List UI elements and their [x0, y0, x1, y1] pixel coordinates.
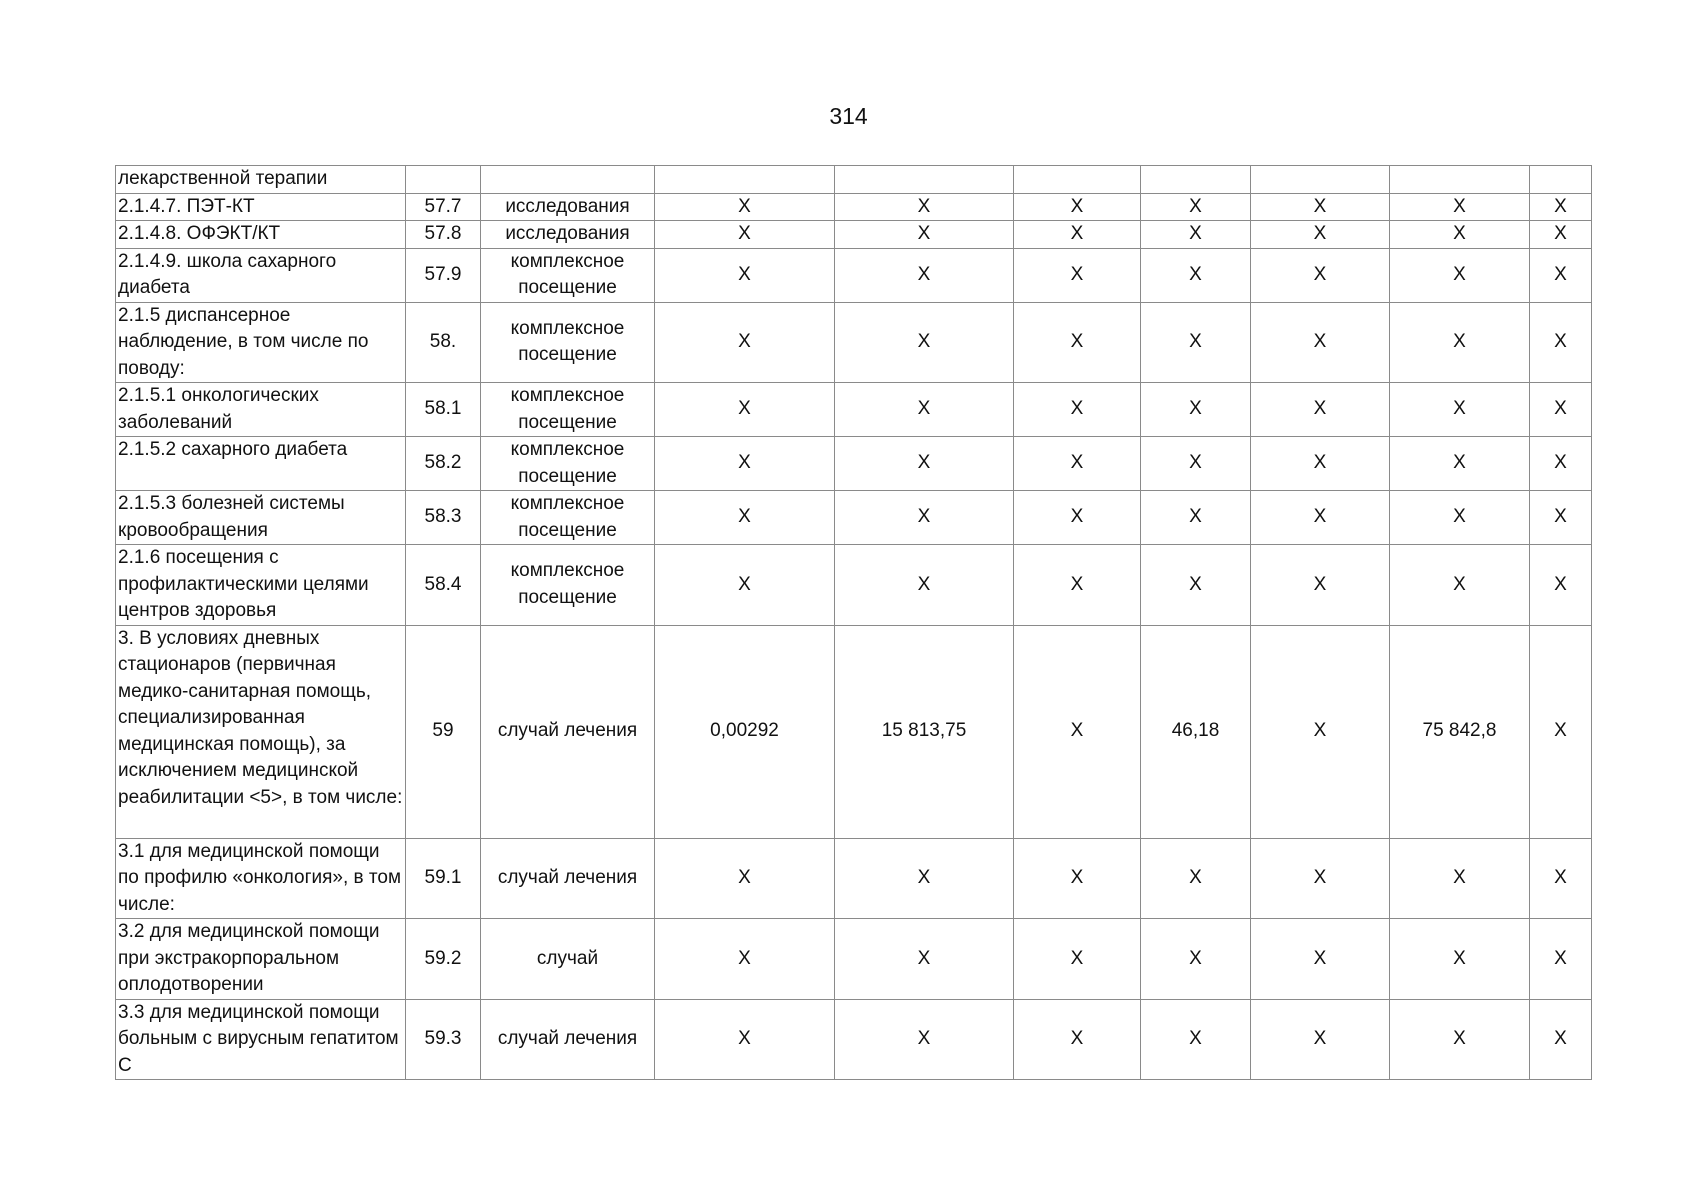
row-value-cell: X: [1251, 437, 1390, 491]
row-unit-cell: случай лечения: [481, 625, 655, 838]
row-value-cell: X: [1251, 383, 1390, 437]
row-code-cell: 57.8: [406, 221, 481, 249]
row-name-cell: 3.2 для медицинской помощи при экстракорпоральном оплодотворении: [116, 919, 406, 1000]
row-name-cell: 2.1.5.2 сахарного диабета: [116, 437, 406, 491]
row-value-cell: [1014, 166, 1141, 194]
row-unit-cell: исследования: [481, 221, 655, 249]
row-value-cell: X: [655, 383, 835, 437]
row-value-cell: X: [835, 919, 1014, 1000]
row-value-cell: X: [1141, 437, 1251, 491]
row-code-cell: 58.4: [406, 545, 481, 626]
row-value-cell: X: [1014, 437, 1141, 491]
table-row: [116, 248, 1592, 302]
row-value-cell: X: [1390, 919, 1530, 1000]
row-value-cell: X: [655, 999, 835, 1080]
row-code-cell: 57.9: [406, 248, 481, 302]
row-value-cell: X: [1390, 545, 1530, 626]
table-row: [116, 437, 1592, 491]
row-value-cell: X: [655, 838, 835, 919]
table-body: [116, 166, 1592, 1080]
row-unit-cell: исследования: [481, 193, 655, 221]
row-value-cell: X: [655, 302, 835, 383]
row-value-cell: X: [1141, 545, 1251, 626]
row-value-cell: X: [835, 999, 1014, 1080]
row-value-cell: X: [1014, 838, 1141, 919]
row-name-cell: 3.3 для медицинской помощи больным с вирусным гепатитом С: [116, 999, 406, 1080]
row-value-cell: X: [1251, 545, 1390, 626]
row-value-cell: [655, 166, 835, 194]
row-name-cell: 2.1.4.7. ПЭТ-КТ: [116, 193, 406, 221]
row-value-cell: X: [1014, 625, 1141, 838]
row-value-cell: X: [1530, 919, 1592, 1000]
row-value-cell: X: [1530, 221, 1592, 249]
row-value-cell: X: [1141, 193, 1251, 221]
row-value-cell: X: [1014, 383, 1141, 437]
row-name-cell: 2.1.5.3 болезней системы кровообращения: [116, 491, 406, 545]
row-value-cell: X: [1141, 999, 1251, 1080]
row-value-cell: X: [1530, 491, 1592, 545]
row-unit-cell: комплексное посещение: [481, 248, 655, 302]
row-value-cell: X: [1530, 437, 1592, 491]
row-value-cell: X: [1141, 383, 1251, 437]
row-value-cell: X: [835, 302, 1014, 383]
row-value-cell: X: [1530, 302, 1592, 383]
row-value-cell: 46,18: [1141, 625, 1251, 838]
row-unit-cell: комплексное посещение: [481, 491, 655, 545]
row-code-cell: 59.3: [406, 999, 481, 1080]
row-value-cell: X: [655, 919, 835, 1000]
data-table: [115, 165, 1592, 1080]
row-value-cell: X: [1141, 248, 1251, 302]
row-unit-cell: случай: [481, 919, 655, 1000]
row-value-cell: X: [655, 193, 835, 221]
row-value-cell: X: [1390, 383, 1530, 437]
row-code-cell: [406, 166, 481, 194]
row-value-cell: X: [835, 248, 1014, 302]
table-row: [116, 491, 1592, 545]
row-unit-cell: случай лечения: [481, 838, 655, 919]
row-value-cell: X: [1390, 838, 1530, 919]
table-row: [116, 221, 1592, 249]
row-code-cell: 58.3: [406, 491, 481, 545]
row-value-cell: X: [1390, 302, 1530, 383]
row-value-cell: 75 842,8: [1390, 625, 1530, 838]
row-value-cell: X: [1014, 999, 1141, 1080]
row-code-cell: 58.: [406, 302, 481, 383]
row-value-cell: 0,00292: [655, 625, 835, 838]
row-value-cell: X: [835, 838, 1014, 919]
table-row: [116, 999, 1592, 1080]
row-value-cell: X: [835, 221, 1014, 249]
row-value-cell: X: [1251, 919, 1390, 1000]
row-value-cell: X: [1014, 221, 1141, 249]
row-value-cell: X: [1014, 248, 1141, 302]
row-name-cell: 3.1 для медицинской помощи по профилю «онкология», в том числе:: [116, 838, 406, 919]
row-code-cell: 59.2: [406, 919, 481, 1000]
row-code-cell: 57.7: [406, 193, 481, 221]
row-value-cell: X: [1014, 491, 1141, 545]
row-value-cell: X: [1014, 545, 1141, 626]
row-value-cell: X: [655, 491, 835, 545]
row-name-cell: 2.1.5 диспансерное наблюдение, в том числе по поводу:: [116, 302, 406, 383]
row-code-cell: 59.1: [406, 838, 481, 919]
row-value-cell: X: [1530, 193, 1592, 221]
row-value-cell: X: [655, 221, 835, 249]
row-value-cell: X: [1141, 221, 1251, 249]
row-value-cell: X: [835, 383, 1014, 437]
row-name-cell: лекарственной терапии: [116, 166, 406, 194]
row-value-cell: X: [1251, 193, 1390, 221]
row-value-cell: X: [1251, 302, 1390, 383]
row-unit-cell: комплексное посещение: [481, 437, 655, 491]
row-name-cell: 3. В условиях дневных стационаров (первичная медико-санитарная помощь, специализированная медицинская помощь), за исключением медицинской реабилитации <5>, в том числе:: [116, 625, 406, 838]
row-value-cell: X: [655, 545, 835, 626]
row-value-cell: X: [655, 248, 835, 302]
table-row: [116, 838, 1592, 919]
row-value-cell: X: [1390, 491, 1530, 545]
row-value-cell: X: [1014, 302, 1141, 383]
row-value-cell: X: [1390, 999, 1530, 1080]
row-value-cell: X: [1014, 919, 1141, 1000]
row-unit-cell: комплексное посещение: [481, 545, 655, 626]
row-value-cell: [1390, 166, 1530, 194]
row-value-cell: X: [835, 545, 1014, 626]
table-row: [116, 383, 1592, 437]
row-value-cell: X: [835, 437, 1014, 491]
row-value-cell: [1530, 166, 1592, 194]
row-value-cell: X: [1251, 248, 1390, 302]
row-name-cell: 2.1.5.1 онкологических заболеваний: [116, 383, 406, 437]
row-value-cell: 15 813,75: [835, 625, 1014, 838]
row-value-cell: X: [835, 193, 1014, 221]
row-value-cell: [1141, 166, 1251, 194]
row-value-cell: X: [1390, 248, 1530, 302]
row-code-cell: 58.2: [406, 437, 481, 491]
row-value-cell: X: [1530, 545, 1592, 626]
row-value-cell: X: [1141, 491, 1251, 545]
table-row: [116, 166, 1592, 194]
row-value-cell: X: [1530, 625, 1592, 838]
table-row: [116, 625, 1592, 838]
row-unit-cell: комплексное посещение: [481, 383, 655, 437]
row-value-cell: X: [1141, 838, 1251, 919]
row-value-cell: X: [655, 437, 835, 491]
table-row: [116, 193, 1592, 221]
row-code-cell: 58.1: [406, 383, 481, 437]
row-value-cell: X: [1251, 838, 1390, 919]
row-value-cell: X: [1530, 248, 1592, 302]
row-value-cell: X: [1014, 193, 1141, 221]
row-value-cell: X: [1390, 193, 1530, 221]
row-value-cell: X: [1530, 383, 1592, 437]
row-unit-cell: [481, 166, 655, 194]
table-row: [116, 919, 1592, 1000]
row-value-cell: X: [1390, 437, 1530, 491]
row-value-cell: X: [1251, 491, 1390, 545]
row-value-cell: [835, 166, 1014, 194]
row-value-cell: [1251, 166, 1390, 194]
page-number: 314: [829, 103, 868, 129]
row-value-cell: X: [1251, 625, 1390, 838]
row-value-cell: X: [835, 491, 1014, 545]
row-unit-cell: комплексное посещение: [481, 302, 655, 383]
row-name-cell: 2.1.6 посещения с профилактическими целями центров здоровья: [116, 545, 406, 626]
row-value-cell: X: [1251, 221, 1390, 249]
row-value-cell: X: [1530, 838, 1592, 919]
row-unit-cell: случай лечения: [481, 999, 655, 1080]
table-row: [116, 545, 1592, 626]
row-value-cell: X: [1530, 999, 1592, 1080]
row-value-cell: X: [1141, 919, 1251, 1000]
row-value-cell: X: [1251, 999, 1390, 1080]
table-row: [116, 302, 1592, 383]
row-name-cell: 2.1.4.8. ОФЭКТ/КТ: [116, 221, 406, 249]
row-value-cell: X: [1390, 221, 1530, 249]
row-name-cell: 2.1.4.9. школа сахарного диабета: [116, 248, 406, 302]
row-code-cell: 59: [406, 625, 481, 838]
row-value-cell: X: [1141, 302, 1251, 383]
